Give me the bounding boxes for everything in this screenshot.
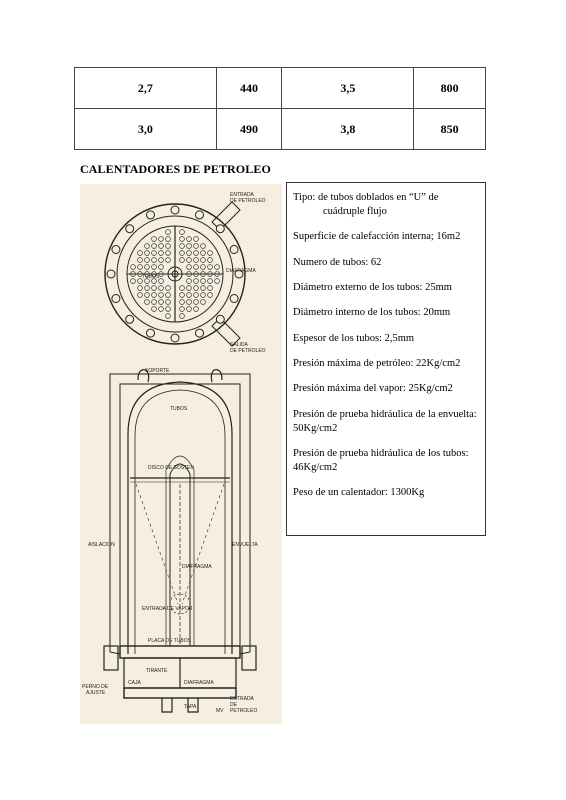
spec-diametro-externo: Diámetro externo de los tubos: 25mm [293,281,452,293]
heater-diagram [80,184,282,724]
label-entrada-vapor: ENTRADA DE VAPOR [142,606,193,612]
table-cell: 3,5 [282,68,414,109]
tube-hole [166,314,171,319]
tube-hole [180,286,185,291]
tube-hole [166,300,171,305]
tube-hole [159,286,164,291]
tube-hole [152,258,157,263]
cover-bolt [216,315,224,323]
tube-hole [180,307,185,312]
tube-hole [201,300,206,305]
tube-hole [166,251,171,256]
tube-hole [159,258,164,263]
tube-hole [138,265,143,270]
spec-peso: Peso de un calentador: 1300Kg [293,487,425,499]
tube-hole [208,251,213,256]
cover-bolt [230,295,238,303]
tube-hole [180,237,185,242]
label-perno: PERNO DE [82,684,109,690]
heater-drawing [80,184,282,724]
tube-hole [180,251,185,256]
tube-hole [187,307,192,312]
tube-hole [194,279,199,284]
cover-bolt [230,246,238,254]
tube-hole [201,279,206,284]
tube-hole [187,300,192,305]
tube-hole [166,244,171,249]
tube-hole [187,237,192,242]
table-cell: 2,7 [75,68,217,109]
tube-hole [215,265,220,270]
tube-hole [159,300,164,305]
table-row [75,68,486,109]
tube-hole [180,293,185,298]
tube-hole [145,265,150,270]
tube-hole [166,258,171,263]
tube-hole [131,279,136,284]
cover-bolt [112,295,120,303]
spec-superficie: Superficie de calefacción interna; 16m2 [293,231,461,243]
cover-bolt [107,270,115,278]
data-table [74,67,486,150]
cover-bolt [112,246,120,254]
tube-hole [152,265,157,270]
label-envuelta: ENVUELTA [232,542,258,548]
tube-hole [201,244,206,249]
table-cell: 800 [414,68,486,109]
tube-hole [208,258,213,263]
tube-hole [194,286,199,291]
tube-hole [208,279,213,284]
cover-bolt [126,225,134,233]
table-cell: 3,0 [75,109,217,150]
tube-hole [159,251,164,256]
tube-hole [166,293,171,298]
cover-bolt [126,315,134,323]
tube-hole [138,251,143,256]
tube-hole [187,279,192,284]
tube-hole [194,258,199,263]
tube-hole [159,244,164,249]
label-aislacion: AISLACION [88,542,115,548]
table-cell: 490 [216,109,282,150]
spec-espesor: Espesor de los tubos: 2,5mm [293,332,415,344]
tube-hole [194,300,199,305]
label-entrada-bottom-3: PETROLEO [230,708,258,714]
label-tirante: TIRANTE [146,668,168,674]
spec-tipo-line2: cuádruple flujo [323,205,387,217]
tube-hole [159,293,164,298]
label-diafragma-bottom: DIAFRAGMA [184,680,214,686]
tube-hole [152,286,157,291]
tube-hole [201,258,206,263]
tube-hole [152,300,157,305]
tube-hole [180,314,185,319]
tube-hole [180,300,185,305]
label-diafragma-mid: DIAFRAGMA [182,564,212,570]
label-soporte: SOPORTE [145,368,170,374]
tube-hole [145,251,150,256]
tube-hole [145,300,150,305]
spec-prueba-tubos: Presión de prueba hidráulica de los tubos: 46Kg/cm2 [293,447,469,473]
tube-hole [187,244,192,249]
tube-hole [145,258,150,263]
tube-hole [138,286,143,291]
tube-hole [152,244,157,249]
top-view [105,202,245,346]
tube-hole [145,286,150,291]
tube-hole [152,237,157,242]
spec-tipo-line1: Tipo: de tubos doblados en “U” de [293,192,439,203]
section-title: CALENTADORES DE PETROLEO [80,162,271,176]
cover-bolt [171,334,179,342]
table-cell: 850 [414,109,486,150]
tube-hole [180,244,185,249]
tube-hole [166,286,171,291]
tube-hole [187,258,192,263]
label-salida-petroleo: SALIDA [230,342,248,348]
tube-hole [138,258,143,263]
cover-bolt [171,206,179,214]
spec-presion-petroleo: Presión máxima de petróleo: 22Kg/cm2 [293,358,461,370]
tube-hole [208,293,213,298]
table-cell: 3,8 [282,109,414,150]
tube-hole [194,244,199,249]
label-entrada-petroleo: ENTRADA [230,192,254,198]
tube-hole [201,265,206,270]
side-view [104,370,256,712]
tube-hole [187,265,192,270]
tube-hole [180,230,185,235]
tube-hole [208,286,213,291]
tube-hole [194,237,199,242]
tube-hole [152,307,157,312]
cover-bolt [147,211,155,219]
label-tubos-top: TUBOS [142,274,160,280]
label-caja: CAJA [128,680,141,686]
tube-hole [201,251,206,256]
label-tapa: TAPA [184,704,197,710]
tube-hole [215,279,220,284]
tube-hole [201,286,206,291]
tube-hole [159,307,164,312]
spec-presion-vapor: Presión máxima del vapor: 25Kg/cm2 [293,383,453,395]
tube-hole [166,237,171,242]
tube-hole [145,293,150,298]
tube-hole [194,307,199,312]
tube-hole [152,293,157,298]
tube-hole [194,251,199,256]
table-cell: 440 [216,68,282,109]
spec-tipo [293,191,479,219]
label-entrada-bottom: ENTRADA [230,696,254,702]
tube-hole [187,286,192,291]
tube-hole [194,293,199,298]
tube-hole [208,265,213,270]
tube-hole [131,265,136,270]
tube-hole [159,265,164,270]
tube-hole [159,279,164,284]
label-entrada-petroleo-2: DE PETROLEO [230,198,266,204]
label-disco-sosten: DISCO DE SOSTEN [148,465,195,471]
spec-diametro-interno: Diámetro interno de los tubos: 20mm [293,307,451,319]
label-signature: MV [216,708,224,714]
label-placa-tubos: PLACA DE TUBOS [148,638,191,644]
table-row [75,109,486,150]
cover-bolt [147,329,155,337]
tube-hole [145,244,150,249]
tube-hole [180,258,185,263]
label-diafragma-top: DIAFRAGMA [226,268,256,274]
tube-hole [138,293,143,298]
tube-hole [187,251,192,256]
tube-hole [152,251,157,256]
tube-hole [187,293,192,298]
spec-numero-tubos: Numero de tubos: 62 [293,256,382,268]
label-salida-petroleo-2: DE PETROLEO [230,348,266,354]
cover-bolt [196,329,204,337]
label-perno-2: AJUSTE [86,690,106,696]
tube-hole [201,293,206,298]
cover-bolt [216,225,224,233]
tube-hole [166,307,171,312]
label-tubos-side: TUBOS [170,406,188,412]
label-entrada-bottom-2: DE [230,702,237,708]
spec-prueba-envuelta: Presión de prueba hidráulica de la envuelta: 50Kg/cm2 [293,408,477,434]
specifications-box [286,182,486,536]
tube-hole [194,265,199,270]
tube-hole [159,237,164,242]
tube-hole [166,230,171,235]
cover-bolt [196,211,204,219]
